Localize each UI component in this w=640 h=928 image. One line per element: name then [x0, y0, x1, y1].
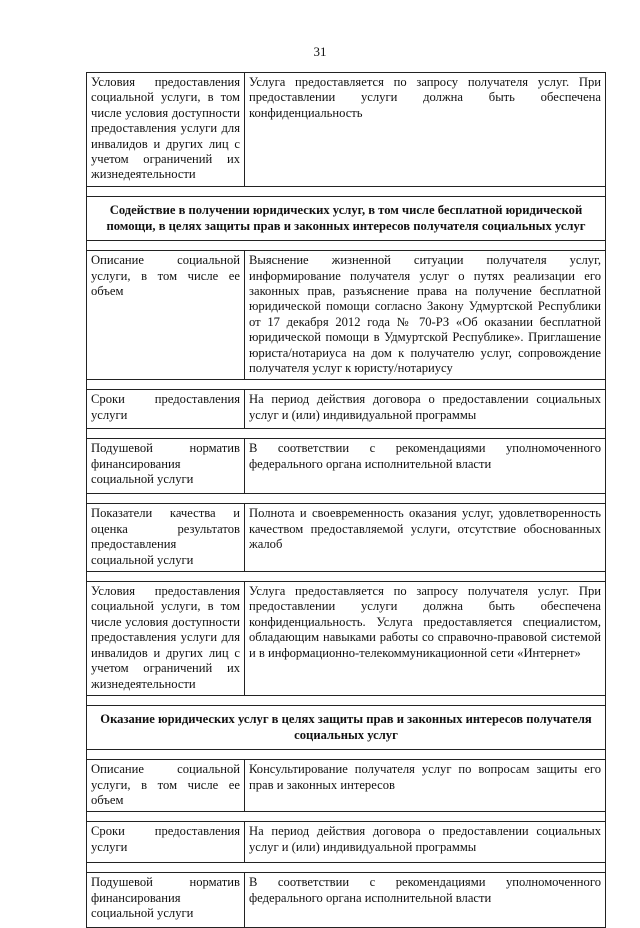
row-gap-cell	[87, 494, 606, 504]
table-row	[87, 822, 606, 863]
row-value: Услуга предоставляется по запросу получателя услуг. При предоставлении услуги должна быть обеспечена конфиденциальность	[245, 73, 606, 187]
table-row	[87, 760, 606, 812]
section-header-row	[87, 705, 606, 749]
row-label: Описание социальной услуги, в том числе ее объем	[87, 251, 245, 380]
row-gap	[87, 750, 606, 760]
row-label: Условия предоставления социальной услуги, в том числе условия доступности предоставления услуги для инвалидов и других лиц с учетом ограничений их жизнедеятельности	[87, 582, 245, 696]
table-row	[87, 439, 606, 494]
row-gap-cell	[87, 380, 606, 390]
row-gap-cell	[87, 750, 606, 760]
row-label: Условия предоставления социальной услуги, в том числе условия доступности предоставления услуги для инвалидов и других лиц с учетом ограничений их жизнедеятельности	[87, 73, 245, 187]
table-row	[87, 73, 606, 187]
row-value: Выяснение жизненной ситуации получателя услуг, информирование получателя услуг о путях реализации его законных прав, разъяснение права на получение бесплатной юридической помощи согласно Закону Удмуртской Республики от 17 декабря 2012 года № 70-РЗ «Об оказании бесплатной юридической помощи в Удмуртской Республике». Приглашение юриста/нотариуса на дом к получателю услуг, сопровождение получателя услуг к юристу/нотариусу	[245, 251, 606, 380]
row-value: В соответствии с рекомендациями уполномоченного федерального органа исполнительной власти	[245, 439, 606, 494]
row-gap	[87, 695, 606, 705]
row-gap-cell	[87, 241, 606, 251]
row-label: Подушевой норматив финансирования социальной услуги	[87, 873, 245, 928]
row-value: В соответствии с рекомендациями уполномоченного федерального органа исполнительной власти	[245, 873, 606, 928]
row-gap	[87, 429, 606, 439]
row-gap-cell	[87, 572, 606, 582]
section-title: Оказание юридических услуг в целях защиты прав и законных интересов получателя социальных услуг	[87, 705, 606, 749]
row-gap-cell	[87, 429, 606, 439]
table-row	[87, 873, 606, 928]
section-header-row	[87, 197, 606, 241]
row-gap	[87, 494, 606, 504]
row-gap	[87, 572, 606, 582]
row-gap	[87, 812, 606, 822]
page-number: 31	[313, 44, 327, 59]
row-label: Описание социальной услуги, в том числе ее объем	[87, 760, 245, 812]
row-gap-cell	[87, 812, 606, 822]
services-table-body	[87, 73, 606, 928]
table-row	[87, 582, 606, 696]
row-gap	[87, 863, 606, 873]
row-value: Услуга предоставляется по запросу получателя услуг. При предоставлении услуги должна быть обеспечена конфиденциальность. Услуга предоставляется специалистом, обладающим навыками работы со справочно-правовой системой и в информационно-телекоммуникационной сети «Интернет»	[245, 582, 606, 696]
row-label: Сроки предоставления услуги	[87, 390, 245, 429]
table-row	[87, 504, 606, 572]
row-gap	[87, 241, 606, 251]
row-label: Подушевой норматив финансирования социальной услуги	[87, 439, 245, 494]
row-label: Показатели качества и оценка результатов предоставления социальной услуги	[87, 504, 245, 572]
row-gap-cell	[87, 695, 606, 705]
row-gap	[87, 187, 606, 197]
section-title: Содействие в получении юридических услуг, в том числе бесплатной юридической помощи, в целях защиты прав и законных интересов получателя социальных услуг	[87, 197, 606, 241]
row-value: На период действия договора о предоставлении социальных услуг и (или) индивидуальной программы	[245, 390, 606, 429]
row-gap-cell	[87, 187, 606, 197]
table-row	[87, 251, 606, 380]
table-row	[87, 390, 606, 429]
row-label: Сроки предоставления услуги	[87, 822, 245, 863]
services-table	[86, 72, 606, 928]
row-value: Консультирование получателя услуг по вопросам защиты его прав и законных интересов	[245, 760, 606, 812]
row-value: Полнота и своевременность оказания услуг, удовлетворенность качеством предоставляемой услуги, отсутствие обоснованных жалоб	[245, 504, 606, 572]
row-gap-cell	[87, 863, 606, 873]
row-gap	[87, 380, 606, 390]
row-value: На период действия договора о предоставлении социальных услуг и (или) индивидуальной программы	[245, 822, 606, 863]
